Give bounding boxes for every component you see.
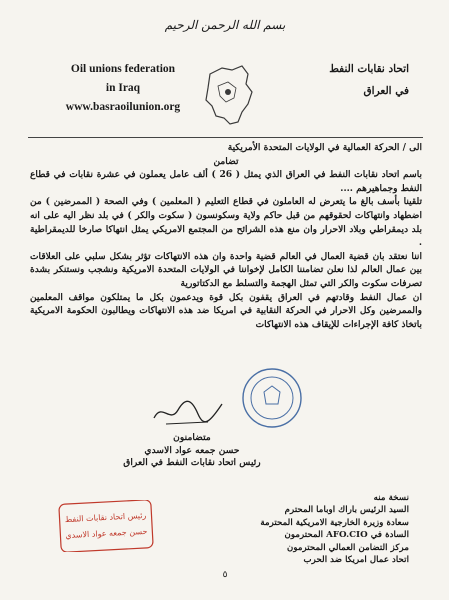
copies-item-5: اتحاد عمال امريكا ضد الحرب [303, 555, 409, 566]
handwritten-signature [148, 394, 228, 430]
copies-list [209, 492, 409, 566]
header-arabic [299, 58, 409, 102]
red-stamp-frame-icon [58, 500, 154, 552]
signature-title: رئيس اتحاد نقابات النفط في العراق [123, 457, 261, 469]
signature-block [82, 432, 302, 470]
copies-item-4: مركز التضامن العمالي المحترمون [286, 542, 409, 553]
copies-heading: نسخة منه [373, 493, 409, 503]
letter-paragraph-4: ان عمال النفط وقادتهم في العراق يقفون بكل قوة ويدعمون بكل ما يمتلكون مواقف المعلمين والممرضين وكل الاحرار في الحركة النقابية في امريكا ضد هذه الانتهاكات ويطالبون الحكومة الامريكية باتخاذ كافة الإجراءات للإيقاف هذه الانتهاكات [30, 291, 422, 330]
header-en-line2: in Iraq [105, 82, 141, 94]
signature-name: حسن جمعه عواد الاسدي [144, 444, 240, 456]
header-ar-line1: اتحاد نقابات النفط [329, 63, 409, 75]
copies-item-2: سعادة وزيرة الخارجية الامريكية المحترمة [260, 517, 409, 528]
stamp-line1: رئيس اتحاد نقابات النفط [64, 510, 147, 525]
letter-paragraph-3: اننا نعتقد بان قضية العمال في العالم قضية واحدة وان هذه الانتهاكات تؤثر بشكل سلبي على العلاقات بين عمال العالم لذا نعلن تضامننا الكامل لإخواننا في الولايات المتحدة الامريكية ونشجب ونستنكر بشدة تصرفات سكوت والكر التي تمثل الهجمة والتسلط مع الدكتاتورية [30, 250, 422, 289]
copies-item-1: السيد الرئيس باراك اوباما المحترم [284, 505, 409, 516]
letter-paragraph-1: باسم اتحاد نقابات النفط في العراق الذي يمثل ( 26 ) ألف عامل يعملون في عشرة نقابات في قطاع النفط وجماهيرهم .... [30, 169, 422, 194]
page-number: ٥ [222, 570, 228, 580]
letter-addressee: الى / الحركة العمالية في الولايات المتحدة الأمريكية [227, 142, 422, 153]
letter-subject: تضامن [213, 155, 239, 167]
header-divider [28, 137, 423, 138]
letter-body [30, 141, 422, 331]
iraq-map-logo-icon [198, 60, 258, 130]
header-english [58, 60, 188, 117]
header-en-line1: Oil unions federation [70, 63, 176, 75]
copies-item-3: السادة في AFO.CIO المحترمون [284, 530, 409, 541]
header-en-website: www.basraoilunion.org [65, 101, 181, 113]
red-name-stamp [58, 500, 154, 552]
stamp-line2: حسن جمعه عواد الاسدي [65, 526, 148, 541]
official-seal-stamp [240, 366, 304, 430]
basmala: بسم الله الرحمن الرحيم [164, 18, 286, 32]
letter-paragraph-2: تلقينا بأسف بالغ ما يتعرض له العاملون في قطاع التعليم ( المعلمين ) وفي الصحة ( الممرضين ) من اضطهاد وانتهاكات لحقوقهم من قبل حاكم ولاية وسكونسون ( سكوت والكر ) في بلد نظر اليه على انه بلد ديمقراطي وبلاد الاحرار وان منع هذه الشرائح من المجتمع الامريكي يمثل انتهاكا صارخا للديمقراطية . [30, 196, 422, 249]
signature-closing: متضامنون [173, 432, 211, 443]
header-ar-line2: في العراق [363, 85, 409, 97]
